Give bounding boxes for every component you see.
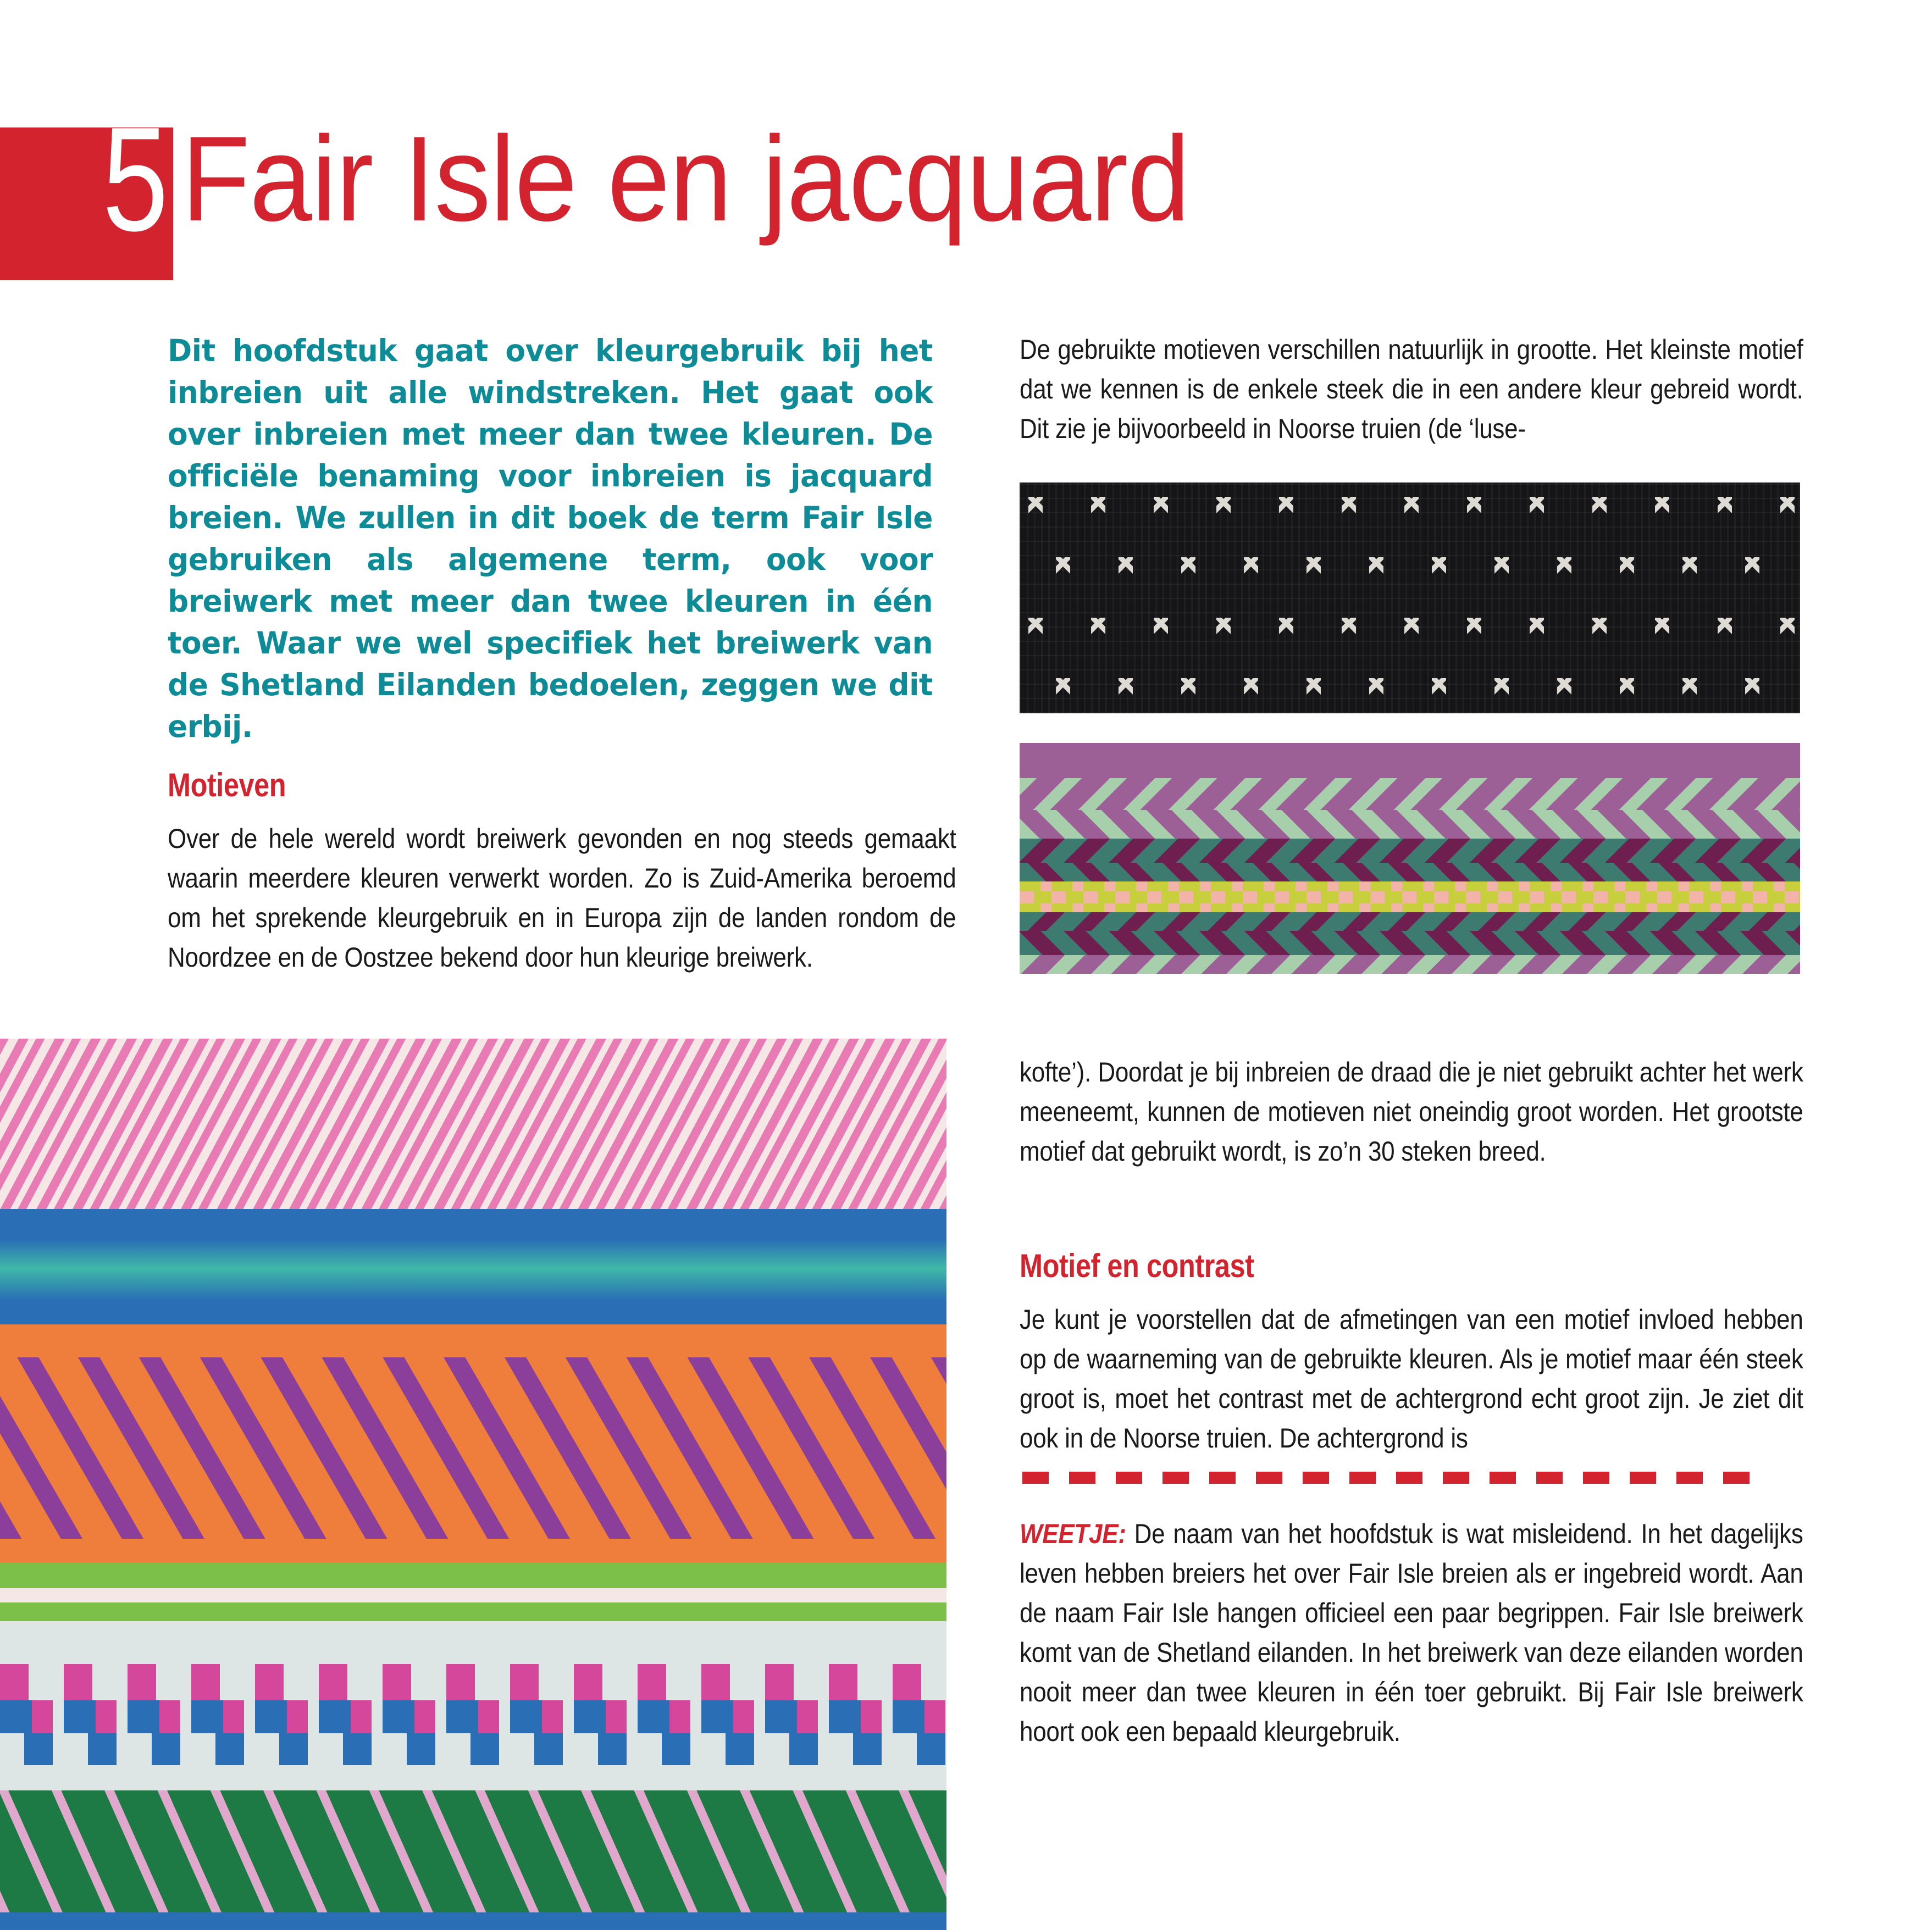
weetje-dashed-separator: [1022, 1472, 1797, 1484]
knit-stitch: [1557, 678, 1571, 695]
knit-colour-band: [0, 1039, 946, 1209]
knit-colour-band: [1020, 903, 1800, 912]
separator-dash: [1630, 1472, 1656, 1484]
knit-stitch: [1091, 497, 1105, 513]
right-paragraph-kofte: kofte’). Doordat je bij inbreien de draad die je niet gebruikt achter het werk meeneemt, kunnen de motieven niet oneindig groot worden. Het grootste motief dat gebruikt wordt, is zo’n 30 steken breed.: [1020, 1057, 1803, 1167]
knit-colour-band: [1020, 955, 1800, 974]
knit-stitch: [1655, 497, 1669, 513]
knit-stitch: [1494, 678, 1509, 695]
separator-dash: [1116, 1472, 1142, 1484]
knit-colour-band: [0, 1765, 946, 1790]
knit-stitch: [1279, 618, 1293, 634]
right-paragraph-contrast: Je kunt je voorstellen dat de afmetingen van een motief invloed hebben op de waarneming van de gebruikte kleuren. Als je motief maar één steek groot is, moet het contrast met de achtergrond echt groot zijn. Je ziet dit ook in de Noorse truien. De achtergrond is: [1020, 1304, 1803, 1454]
knit-stitch: [1620, 557, 1634, 574]
knit-stitch: [1620, 678, 1634, 695]
knit-stitch: [1745, 557, 1759, 574]
knit-stitch: [1119, 678, 1133, 695]
knit-stitch: [1091, 618, 1105, 634]
chapter-number: 5: [102, 97, 167, 262]
weetje-label: WEETJE:: [1020, 1518, 1126, 1549]
knit-colour-band: [0, 1324, 946, 1357]
knit-stitch: [1592, 618, 1607, 634]
separator-dash: [1256, 1472, 1282, 1484]
knit-colour-band: [1020, 810, 1800, 839]
knit-stitch: [1244, 678, 1258, 695]
separator-dash: [1396, 1472, 1422, 1484]
knit-colour-band: [1020, 839, 1800, 863]
knit-stitch: [1780, 618, 1795, 634]
knit-stitch: [1655, 618, 1669, 634]
knit-colour-band: [1020, 778, 1800, 810]
section-heading-motieven: Motieven: [168, 767, 286, 803]
knit-colour-band: [0, 1539, 946, 1563]
knit-colour-band: [1020, 912, 1800, 931]
knit-stitch: [1154, 618, 1168, 634]
knit-colour-band: [1020, 743, 1800, 778]
separator-dash: [1723, 1472, 1750, 1484]
knit-colour-band: [0, 1357, 946, 1539]
separator-dash: [1443, 1472, 1469, 1484]
photo-large-multicolour-swatch: [0, 1039, 946, 1930]
knit-stitch: [1404, 618, 1419, 634]
intro-paragraph: Dit hoofdstuk gaat over kleurgebruik bij het inbreien uit alle windstreken. Het gaat ook over inbreien met meer dan twee kleuren. De officiële benaming voor inbreien is jacquard breien. We zullen in dit boek de term Fair Isle gebruiken als algemene term, ook voor breiwerk met meer dan twee kleuren in één toer. Waar we wel specifiek het breiwerk van de Shetland Eilanden bedoelen, zeggen we dit erbij.: [168, 333, 933, 744]
knit-colour-band: [0, 1733, 946, 1765]
knit-stitch: [1244, 557, 1258, 574]
knit-colour-band: [0, 1621, 946, 1664]
weetje-box: [1020, 1514, 1803, 1751]
knit-colour-band: [0, 1268, 946, 1300]
separator-dash: [1022, 1472, 1049, 1484]
knit-stitch: [1682, 678, 1697, 695]
right-paragraph-intro: De gebruikte motieven verschillen natuurlijk in grootte. Het kleinste motief dat we kennen is de enkele steek die in een andere kleur gebreid wordt. Dit zie je bijvoorbeeld in Noorse truien (de ‘luse-: [1020, 334, 1803, 444]
knit-stitch: [1028, 497, 1043, 513]
knit-stitch: [1780, 497, 1795, 513]
knit-stitch: [1119, 557, 1133, 574]
knit-colour-band: [1020, 891, 1800, 903]
knit-colour-band: [0, 1209, 946, 1240]
knit-stitch: [1404, 497, 1419, 513]
knit-stitch: [1718, 497, 1732, 513]
knit-colour-band: [1020, 931, 1800, 955]
knit-colour-band: [0, 1700, 946, 1733]
separator-dash: [1676, 1472, 1703, 1484]
knit-colour-band: [0, 1664, 946, 1700]
knit-colour-band: [1020, 863, 1800, 881]
knit-stitch: [1279, 497, 1293, 513]
chapter-header: [0, 97, 1319, 287]
knit-stitch: [1369, 557, 1383, 574]
knit-colour-band: [0, 1912, 946, 1930]
knit-colour-band: [0, 1563, 946, 1588]
motieven-paragraph: Over de hele wereld wordt breiwerk gevonden en nog steeds gemaakt waarin meerdere kleuren verwerkt worden. Zo is Zuid-Amerika beroemd om het sprekende kleurgebruik en in Europa zijn de landen rondom de Noordzee en de Oostzee bekend door hun kleurige breiwerk.: [168, 823, 956, 973]
knit-stitch: [1718, 618, 1732, 634]
knit-stitch: [1056, 678, 1070, 695]
knit-colour-band: [0, 1602, 946, 1621]
separator-dash: [1069, 1472, 1095, 1484]
photo-noorse-trui-swatch: [1020, 482, 1800, 713]
separator-dash: [1583, 1472, 1609, 1484]
page-title: Fair Isle en jacquard: [181, 111, 1190, 246]
separator-dash: [1209, 1472, 1236, 1484]
knit-stitch: [1028, 618, 1043, 634]
knit-stitch: [1181, 678, 1195, 695]
knit-stitch: [1467, 497, 1481, 513]
knit-stitch: [1216, 497, 1231, 513]
separator-dash: [1303, 1472, 1329, 1484]
knit-stitch: [1369, 678, 1383, 695]
knit-stitch: [1530, 497, 1544, 513]
knit-stitch: [1307, 557, 1321, 574]
knit-colour-band: [0, 1588, 946, 1602]
knit-stitch: [1307, 678, 1321, 695]
knit-stitch: [1494, 557, 1509, 574]
knit-stitch: [1557, 557, 1571, 574]
knit-stitch: [1745, 678, 1759, 695]
weetje-text: De naam van het hoofdstuk is wat misleidend. In het dagelijks leven hebben breiers het over Fair Isle breien als er ingebreid wordt. Aan de naam Fair Isle hangen officieel een paar begrippen. Fair Isle breiwerk komt van de Shetland eilanden. In het breiwerk van deze eilanden worden nooit meer dan twee kleuren in één toer gebruikt. Bij Fair Isle breiwerk hoort ook een bepaald kleurgebruik.: [1020, 1518, 1803, 1747]
separator-dash: [1490, 1472, 1516, 1484]
knit-stitch: [1342, 618, 1356, 634]
separator-dash: [1536, 1472, 1563, 1484]
separator-dash: [1349, 1472, 1376, 1484]
knit-stitch: [1432, 678, 1446, 695]
knit-stitch: [1342, 497, 1356, 513]
chapter-number-box: [0, 97, 173, 280]
separator-dash: [1162, 1472, 1189, 1484]
photo-fair-isle-swatch: [1020, 743, 1800, 974]
knit-colour-band: [1020, 881, 1800, 891]
knit-stitch: [1154, 497, 1168, 513]
knit-stitch: [1216, 618, 1231, 634]
knit-colour-band: [0, 1300, 946, 1324]
knit-stitch: [1181, 557, 1195, 574]
section-heading-motief-en-contrast: Motief en contrast: [1020, 1247, 1254, 1284]
knit-stitch: [1682, 557, 1697, 574]
knit-colour-band: [0, 1790, 946, 1912]
knit-colour-band: [0, 1240, 946, 1268]
knit-stitch: [1432, 557, 1446, 574]
knit-stitch: [1530, 618, 1544, 634]
knit-stitch: [1056, 557, 1070, 574]
knit-stitch: [1467, 618, 1481, 634]
knit-stitch: [1592, 497, 1607, 513]
